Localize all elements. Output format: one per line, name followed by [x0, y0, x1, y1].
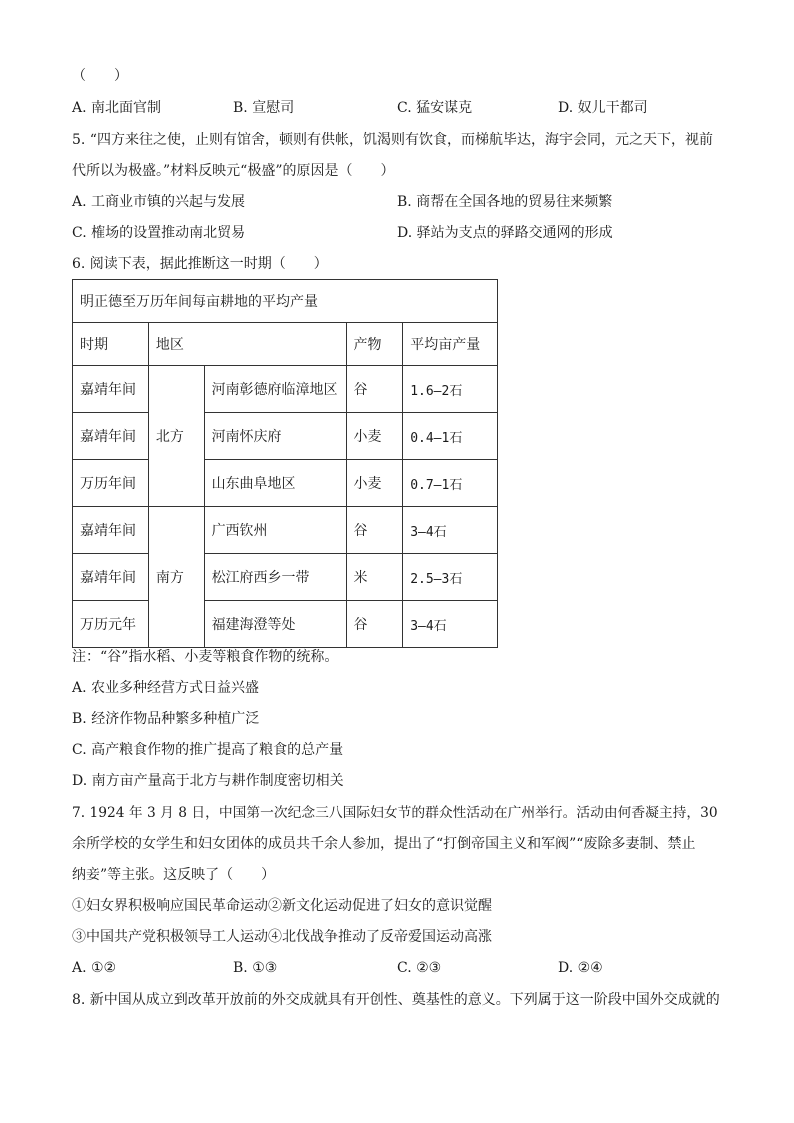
table-title: 明正德至万历年间每亩耕地的平均产量 [73, 280, 498, 323]
q5-stem-line2: 代所以为极盛。”材料反映元“极盛”的原因是（ ） [72, 163, 395, 179]
q7-option-d: D. ②④ [558, 960, 603, 976]
cell-place: 广西钦州 [204, 507, 346, 554]
table-row [73, 554, 498, 601]
yield-table [72, 279, 498, 648]
cell-period: 嘉靖年间 [73, 554, 149, 601]
q7-option-c: C. ②③ [397, 960, 442, 976]
cell-yield: 2.5—3石 [403, 554, 498, 601]
q6-option-d: D. 南方亩产量高于北方与耕作制度密切相关 [72, 773, 344, 789]
cell-crop: 米 [346, 554, 403, 601]
header-period: 时期 [73, 323, 149, 366]
q4-option-b: B. 宣慰司 [233, 100, 295, 116]
q7-option-a: A. ①② [72, 960, 117, 976]
q7-stem-line3: 纳妾”等主张。这反映了（ ） [72, 867, 276, 883]
q4-option-d: D. 奴儿干都司 [558, 100, 648, 116]
q7-stem-line2: 余所学校的女学生和妇女团体的成员共千余人参加，提出了“打倒帝国主义和军阀”“废除多妻制、禁止 [72, 836, 696, 852]
header-region: 地区 [148, 323, 346, 366]
region-north: 北方 [148, 366, 204, 507]
q7-option-b: B. ①③ [233, 960, 278, 976]
table-row [73, 601, 498, 648]
q5-option-c: C. 榷场的设置推动南北贸易 [72, 225, 246, 241]
cell-place: 福建海澄等处 [204, 601, 346, 648]
cell-yield: 3—4石 [403, 507, 498, 554]
q6-option-b: B. 经济作物品种繁多种植广泛 [72, 711, 260, 727]
cell-crop: 谷 [346, 507, 403, 554]
header-crop: 产物 [346, 323, 403, 366]
cell-yield: 1.6—2石 [403, 366, 498, 413]
q5-stem-line1: 5. “四方来往之使，止则有馆舍，顿则有供帐，饥渴则有饮食，而梯航毕达，海宇会同，元之天下，视前 [72, 132, 713, 148]
q4-option-a: A. 南北面官制 [72, 100, 162, 116]
q6-option-a: A. 农业多种经营方式日益兴盛 [72, 680, 260, 696]
q5-option-a: A. 工商业市镇的兴起与发展 [72, 194, 246, 210]
cell-period: 嘉靖年间 [73, 507, 149, 554]
table-row [73, 413, 498, 460]
q5-option-d: D. 驿站为支点的驿路交通网的形成 [397, 225, 613, 241]
cell-yield: 0.7—1石 [403, 460, 498, 507]
cell-crop: 小麦 [346, 460, 403, 507]
q4-option-c: C. 猛安谋克 [397, 100, 473, 116]
cell-place: 河南彰德府临漳地区 [204, 366, 346, 413]
cell-period: 万历年间 [73, 460, 149, 507]
table-row [73, 366, 498, 413]
cell-yield: 0.4—1石 [403, 413, 498, 460]
cell-crop: 小麦 [346, 413, 403, 460]
q7-statements-1: ①妇女界积极响应国民革命运动②新文化运动促进了妇女的意识觉醒 [72, 898, 492, 914]
q6-note: 注：“谷”指水稻、小麦等粮食作物的统称。 [72, 649, 339, 665]
cell-crop: 谷 [346, 601, 403, 648]
cell-period: 嘉靖年间 [73, 366, 149, 413]
region-south: 南方 [148, 507, 204, 648]
table-row [73, 460, 498, 507]
cell-place: 河南怀庆府 [204, 413, 346, 460]
cell-crop: 谷 [346, 366, 403, 413]
cell-yield: 3—4石 [403, 601, 498, 648]
q6-stem: 6. 阅读下表，据此推断这一时期（ ） [72, 256, 328, 272]
header-yield: 平均亩产量 [403, 323, 498, 366]
cell-place: 松江府西乡一带 [204, 554, 346, 601]
q7-stem-line1: 7. 1924 年 3 月 8 日，中国第一次纪念三八国际妇女节的群众性活动在广州举行。活动由何香凝主持，30 [72, 805, 718, 821]
cell-place: 山东曲阜地区 [204, 460, 346, 507]
q5-option-b: B. 商帮在全国各地的贸易往来频繁 [397, 194, 613, 210]
cell-period: 万历元年 [73, 601, 149, 648]
table-row [73, 507, 498, 554]
cell-period: 嘉靖年间 [73, 413, 149, 460]
q4-answer-paren: （ ） [72, 68, 128, 84]
q7-statements-2: ③中国共产党积极领导工人运动④北伐战争推动了反帝爱国运动高涨 [72, 929, 492, 945]
q6-option-c: C. 高产粮食作物的推广提高了粮食的总产量 [72, 742, 344, 758]
q8-stem-line1: 8. 新中国从成立到改革开放前的外交成就具有开创性、奠基性的意义。下列属于这一阶段中国外交成就的 [72, 992, 720, 1008]
